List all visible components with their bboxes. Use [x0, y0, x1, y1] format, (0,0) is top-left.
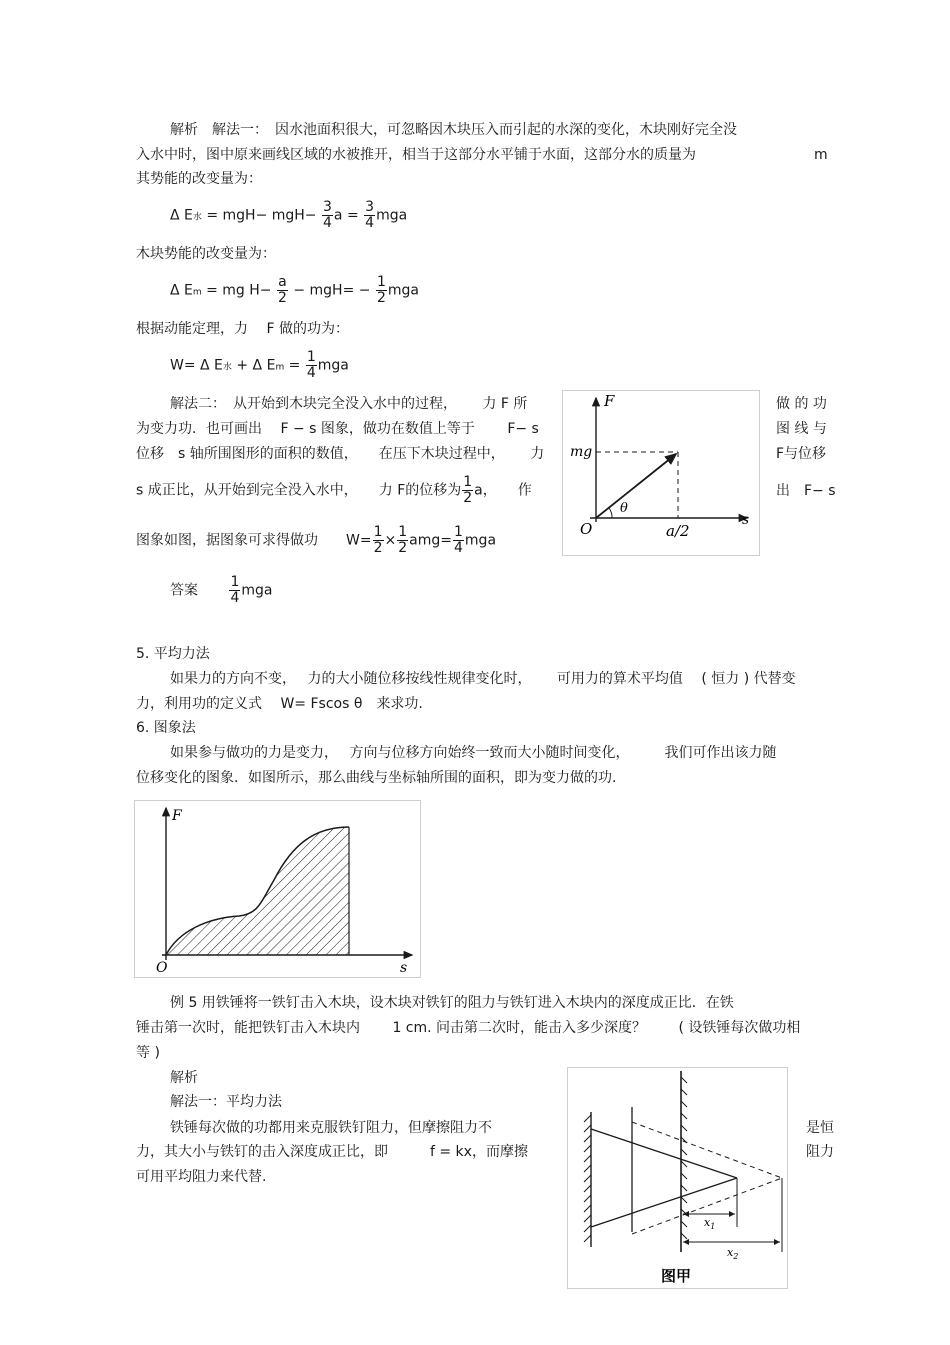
fraction: $\frac{a}{2}$ — [277, 274, 287, 306]
text-line: 解析 — [170, 1070, 198, 1086]
equation-work — [170, 350, 349, 381]
text-line: 等 ) — [136, 1045, 160, 1061]
variable-force-area-graph — [134, 800, 421, 978]
eq-text: W= Δ E — [170, 357, 223, 374]
text-span: amg= — [409, 532, 452, 549]
eq-text: = — [284, 357, 301, 374]
eq-subscript: m — [275, 362, 285, 373]
eq-text: a = — [333, 207, 359, 224]
answer-label: 答案 — [170, 582, 198, 599]
text-span: 图象如图，据图象可求得做功 W= — [136, 532, 372, 549]
text-line: 阻力 — [806, 1144, 834, 1160]
fraction: $\frac{3}{4}$ — [323, 199, 332, 231]
fraction: $\frac{1}{4}$ — [230, 574, 240, 606]
text-line: 位移变化的图象．如图所示，那么曲线与坐标轴所围的面积，即为变力做的功. — [136, 770, 617, 786]
text-line: 入水中时，图中原来画线区域的水被推开，相当于这部分水平铺于水面，这部分水的质量为 — [136, 147, 696, 163]
eq-subscript: m — [192, 287, 202, 298]
text-line — [136, 525, 496, 556]
text-line: m — [814, 147, 828, 163]
eq-subscript: 水 — [222, 362, 232, 373]
y-axis-label: F — [172, 808, 182, 824]
text-line: 力，其大小与铁钉的击入深度成正比，即 f = kx，而摩擦 — [136, 1144, 528, 1160]
y-axis-label: F — [604, 392, 615, 410]
text-line: 力，利用功的定义式 W= Fscos θ 来求功. — [136, 696, 423, 712]
mg-label: mg — [570, 444, 593, 460]
figure-caption: 图甲 — [661, 1267, 692, 1285]
x1-label: $x_1$ — [704, 1216, 716, 1231]
x-mark-label: a/2 — [666, 522, 690, 540]
fraction: $\frac{1}{4}$ — [306, 349, 316, 381]
text-span: × — [384, 532, 397, 549]
text-line: 根据动能定理，力 F 做的功为： — [136, 321, 349, 337]
eq-text: mga — [387, 282, 419, 299]
fraction: $\frac{1}{2}$ — [398, 524, 408, 556]
text-line: 为变力功．也可画出 F − s 图象，做功在数值上等于 F− s — [136, 421, 539, 437]
example-text: 例 5 用铁锤将一铁钉击入木块，设木块对铁钉的阻力与铁钉进入木块内的深度成正比．在铁 — [170, 995, 734, 1011]
text-line: 图 线 与 — [776, 421, 827, 437]
eq-text: Δ E — [170, 207, 193, 224]
text-line: F与位移 — [776, 446, 827, 462]
x-axis-label: s — [742, 512, 750, 528]
eq-text: = mg H− — [201, 282, 272, 299]
text-line: 如果力的方向不变， 力的大小随位移按线性规律变化时， 可用力的算术平均值 ( 恒力 ) 代替变 — [170, 671, 796, 687]
eq-subscript: 水 — [192, 212, 202, 223]
equation-block-energy — [170, 275, 419, 306]
fraction: $\frac{1}{2}$ — [376, 274, 386, 306]
text-line: 铁锤每次做的功都用来克服铁钉阻力，但摩擦阻力不 — [170, 1120, 492, 1136]
text-line: 是恒 — [806, 1120, 834, 1136]
fraction: $\frac{1}{4}$ — [454, 524, 463, 556]
text-line: 其势能的改变量为： — [136, 171, 262, 187]
origin-label: O — [156, 960, 168, 976]
equation-water-energy — [170, 200, 407, 231]
text-span: a， 作 — [474, 482, 532, 499]
eq-text: − mgH= − — [288, 282, 371, 299]
fraction: $\frac{3}{4}$ — [365, 199, 375, 231]
text-line: 木块势能的改变量为： — [136, 246, 276, 262]
eq-text: mga — [317, 357, 349, 374]
text-line: 出 F− s — [776, 483, 836, 499]
x2-label: $x_2$ — [727, 1246, 739, 1261]
force-displacement-linear-graph — [562, 390, 760, 556]
text-line: 位移 s 轴所围图形的面积的数值， 在压下木块过程中， 力 — [136, 446, 545, 462]
eq-text: Δ E — [170, 282, 193, 299]
text-line — [136, 475, 532, 506]
origin-label: O — [580, 520, 593, 538]
section-title: 5. 平均力法 — [136, 646, 210, 662]
text-line: 解法二： 从开始到木块完全没入水中的过程， 力 F 所 — [170, 396, 528, 412]
eq-text: + Δ E — [231, 357, 276, 374]
text-span: mga — [464, 532, 497, 549]
text-line: 解法一：平均力法 — [170, 1094, 282, 1110]
nail-depth-diagram — [567, 1067, 788, 1289]
fraction: $\frac{1}{2}$ — [463, 474, 473, 506]
eq-text: mga — [376, 207, 408, 224]
answer-line — [170, 575, 272, 606]
x-axis-label: s — [400, 960, 408, 976]
answer-value: mga — [241, 582, 273, 599]
solution-header: 解析 解法一： 因水池面积很大，可忽略因木块压入而引起的水深的变化，木块刚好完全没 — [170, 122, 737, 138]
eq-text: = mgH− mgH− — [201, 207, 317, 224]
text-line: 锤击第一次时，能把铁钉击入木块内 1 cm. 问击第二次时，能击入多少深度？ ( 设铁锤每次做功相 — [136, 1020, 801, 1036]
fraction: $\frac{1}{2}$ — [373, 524, 383, 556]
text-line: 做 的 功 — [776, 396, 827, 412]
theta-label: θ — [620, 501, 628, 516]
text-line: 如果参与做功的力是变力， 方向与位移方向始终一致而大小随时间变化， 我们可作出该力随 — [170, 745, 777, 761]
section-title: 6. 图象法 — [136, 720, 196, 736]
text-span: s 成正比，从开始到完全没入水中， 力 F的位移为 — [136, 482, 462, 499]
text-line: 可用平均阻力来代替. — [136, 1169, 267, 1185]
